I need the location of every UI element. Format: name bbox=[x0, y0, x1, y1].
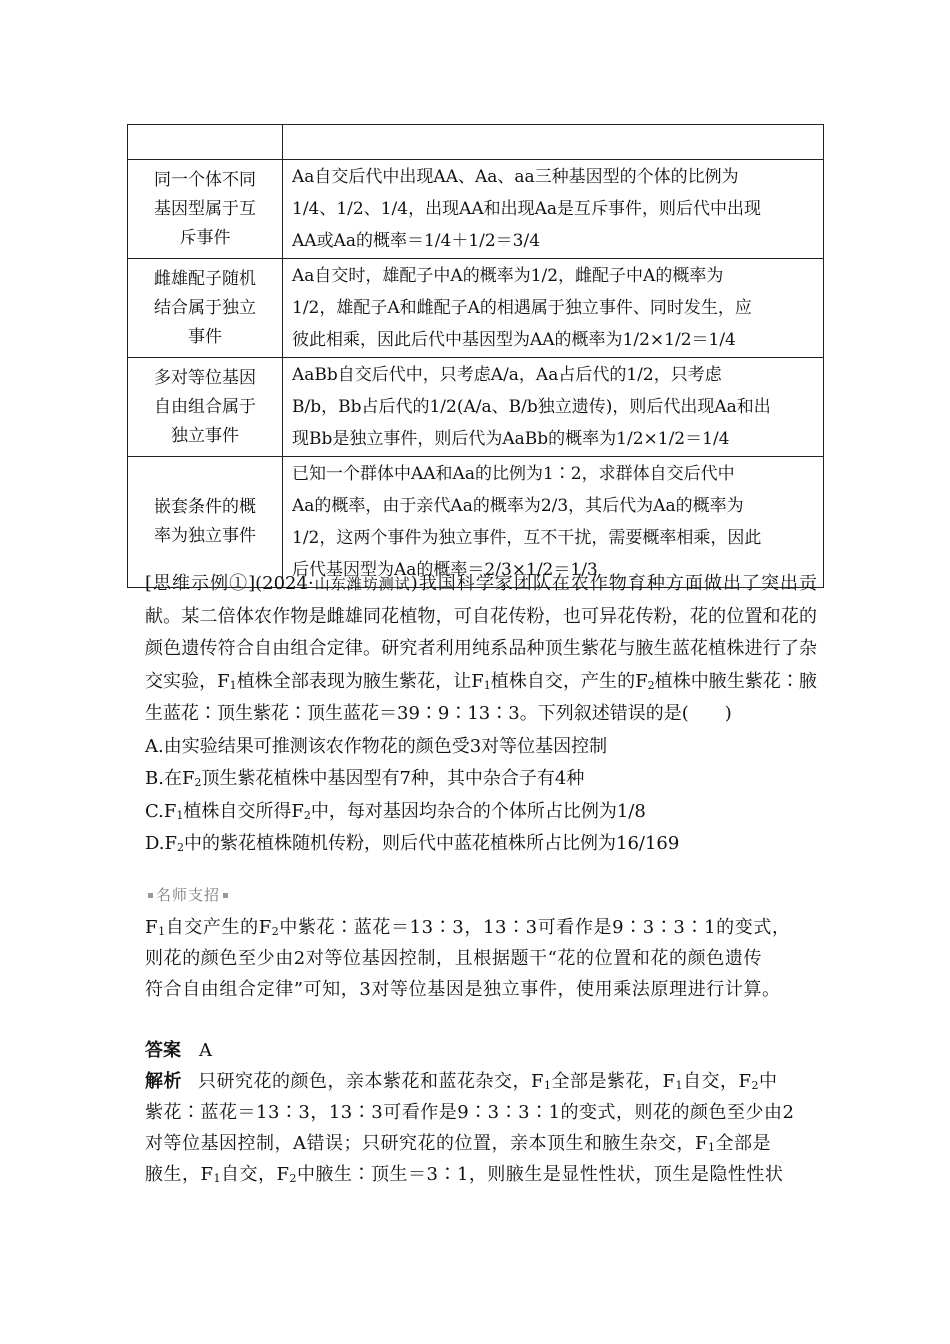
option-text: B.在F bbox=[145, 768, 195, 789]
question-source: 山东潍坊测试 bbox=[313, 575, 411, 593]
subscript: 1 bbox=[483, 678, 491, 692]
explanation-text: 自交，F bbox=[683, 1071, 752, 1092]
term-line: 斥事件 bbox=[179, 227, 231, 248]
desc-cell bbox=[283, 160, 824, 259]
subscript: 1 bbox=[213, 1172, 221, 1185]
option-b[interactable] bbox=[145, 763, 817, 796]
desc-line: AA或Aa的概率＝1/4＋1/2＝3/4 bbox=[292, 231, 541, 251]
desc-line: B/b，Bb占后代的1/2(A/a、B/b独立遗传)，则后代出现Aa和出 bbox=[292, 397, 771, 417]
subscript: 1 bbox=[544, 1079, 552, 1092]
desc-line: AaBb自交后代中，只考虑A/a，Aa占后代的1/2，只考虑 bbox=[292, 365, 722, 385]
table-header-row bbox=[128, 125, 824, 160]
explanation-label: 解析 bbox=[145, 1071, 182, 1092]
desc-line: 已知一个群体中AA和Aa的比例为1∶2，求群体自交后代中 bbox=[292, 464, 735, 484]
explanation-text: 自交，F bbox=[221, 1164, 290, 1185]
explanation-text: 只研究花的颜色，亲本紫花和蓝花杂交，F bbox=[198, 1071, 544, 1092]
desc-line: 1/4、1/2、1/4，出现AA和出现Aa是互斥事件，则后代中出现 bbox=[292, 199, 762, 219]
term-line: 率为独立事件 bbox=[154, 526, 256, 546]
subscript: 1 bbox=[675, 1079, 683, 1092]
term-line: 独立事件 bbox=[171, 425, 239, 446]
explanation-line bbox=[145, 1128, 809, 1159]
tip-line bbox=[145, 912, 817, 943]
teacher-tip-body bbox=[145, 912, 817, 1005]
tip-text: 自交产生的F bbox=[165, 917, 272, 938]
term-line: 自由组合属于 bbox=[154, 396, 256, 417]
tip-text: F bbox=[145, 917, 159, 938]
desc-line: 现Bb是独立事件，则后代为AaBb的概率为1/2×1/2＝1/4 bbox=[292, 429, 730, 449]
tip-label-text: 名师支招 bbox=[156, 886, 221, 904]
subscript: 2 bbox=[271, 925, 280, 938]
example-question bbox=[145, 568, 817, 861]
desc-line: Aa自交后代中出现AA、Aa、aa三种基因型的个体的比例为 bbox=[292, 167, 739, 187]
answer-label: 答案 bbox=[145, 1040, 181, 1061]
desc-cell bbox=[283, 259, 824, 358]
subscript: 1 bbox=[708, 1141, 716, 1154]
question-year: (2024· bbox=[255, 573, 314, 594]
subscript: 1 bbox=[158, 925, 166, 938]
term-line: 结合属于独立 bbox=[154, 297, 256, 318]
subscript: 1 bbox=[229, 678, 237, 692]
answer-value: A bbox=[199, 1040, 212, 1061]
table-row bbox=[128, 160, 824, 259]
stem-text: )我国科学家团队在农作物育种方面做出了突出贡献。某二倍体农作物是雌雄同花植物，可自花传粉，也可异花传粉，花的位置和花的颜色遗传符合自由组合定律。研究者利用纯系品种顶生紫花与腋生蓝花植株进行了杂交实验，F bbox=[145, 573, 817, 692]
option-a[interactable]: A.由实验结果可推测该农作物花的颜色受3对等位基因控制 bbox=[145, 735, 608, 757]
option-text: 中的紫花植株随机传粉，则后代中蓝花植株所占比例为16/169 bbox=[184, 833, 680, 854]
subscript: 2 bbox=[177, 841, 185, 854]
answer bbox=[145, 1036, 212, 1062]
desc-line: Aa自交时，雄配子中A的概率为1/2，雌配子中A的概率为 bbox=[292, 266, 724, 286]
term-line: 雌雄配子随机 bbox=[154, 268, 256, 289]
subscript: 2 bbox=[303, 808, 311, 822]
tip-line: 则花的颜色至少由2对等位基因控制，且根据题干“花的位置和花的颜色遗传 bbox=[145, 948, 763, 969]
option-text: 植株自交所得F bbox=[183, 800, 304, 822]
table-row bbox=[128, 259, 824, 358]
tip-line: 符合自由组合定律”可知，3对等位基因是独立事件，使用乘法原理进行计算。 bbox=[145, 979, 781, 1000]
explanation-text: 中 bbox=[759, 1071, 778, 1092]
option-d[interactable] bbox=[145, 828, 817, 861]
subscript: 2 bbox=[647, 678, 655, 692]
stem-text: 植株中腋生紫花∶腋生蓝花∶顶生紫花∶顶生蓝花＝39∶9∶13∶3。下列叙述错误的是( ) bbox=[145, 670, 817, 724]
desc-line: 1/2，雄配子A和雌配子A的相遇属于独立事件、同时发生，应 bbox=[292, 298, 752, 318]
option-c[interactable] bbox=[145, 796, 817, 829]
explanation-text: 全部是 bbox=[715, 1133, 771, 1154]
subscript: 1 bbox=[176, 808, 184, 822]
probability-concept-table bbox=[127, 124, 824, 588]
subscript: 2 bbox=[194, 776, 202, 789]
term-cell bbox=[128, 160, 283, 259]
option-text: D.F bbox=[145, 833, 178, 854]
example-label: [思维示例①] bbox=[145, 573, 256, 594]
header-cell bbox=[128, 125, 283, 160]
desc-line: Aa的概率，由于亲代Aa的概率为2/3，其后代为Aa的概率为 bbox=[292, 496, 744, 516]
teacher-tip-heading bbox=[145, 884, 231, 905]
explanation bbox=[145, 1066, 809, 1190]
question-stem bbox=[145, 568, 817, 731]
subscript: 2 bbox=[751, 1079, 759, 1092]
option-text: 顶生紫花植株中基因型有7种，其中杂合子有4种 bbox=[201, 768, 585, 789]
term-cell bbox=[128, 259, 283, 358]
square-bullet-icon bbox=[223, 893, 228, 898]
subscript: 2 bbox=[289, 1172, 297, 1185]
term-line: 多对等位基因 bbox=[154, 367, 256, 388]
option-text: C.F bbox=[145, 800, 177, 822]
desc-cell bbox=[283, 358, 824, 457]
stem-text: 植株全部表现为腋生紫花，让F bbox=[236, 670, 484, 692]
desc-line: 1/2，这两个事件为独立事件，互不干扰，需要概率相乘，因此 bbox=[292, 528, 762, 548]
explanation-line bbox=[145, 1159, 809, 1190]
explanation-text: 中腋生∶顶生＝3∶1，则腋生是显性性状，顶生是隐性性状 bbox=[297, 1164, 784, 1185]
explanation-text: 腋生，F bbox=[145, 1164, 214, 1185]
square-bullet-icon bbox=[148, 893, 153, 898]
table-row bbox=[128, 358, 824, 457]
explanation-text: 全部是紫花，F bbox=[551, 1071, 676, 1092]
term-line: 同一个体不同 bbox=[154, 169, 256, 190]
term-cell bbox=[128, 358, 283, 457]
desc-line: 彼此相乘，因此后代中基因型为AA的概率为1/2×1/2＝1/4 bbox=[292, 330, 736, 350]
stem-text: 植株自交，产生的F bbox=[490, 670, 648, 692]
desc-line: 后代基因型为Aa的概率＝2/3×1/2＝1/3 bbox=[292, 560, 598, 580]
term-line: 嵌套条件的概 bbox=[154, 497, 256, 517]
explanation-line: 紫花∶蓝花＝13∶3，13∶3可看作是9∶3∶3∶1的变式，则花的颜色至少由2 bbox=[145, 1102, 795, 1123]
explanation-text: 对等位基因控制，A错误；只研究花的位置，亲本顶生和腋生杂交，F bbox=[145, 1133, 708, 1154]
explanation-line bbox=[145, 1066, 809, 1097]
option-text: 中，每对基因均杂合的个体所占比例为1/8 bbox=[310, 800, 646, 822]
term-line: 基因型属于互 bbox=[154, 198, 256, 219]
tip-text: 中紫花∶蓝花＝13∶3，13∶3可看作是9∶3∶3∶1的变式， bbox=[279, 917, 791, 938]
term-line: 事件 bbox=[188, 326, 222, 347]
header-cell bbox=[283, 125, 824, 160]
